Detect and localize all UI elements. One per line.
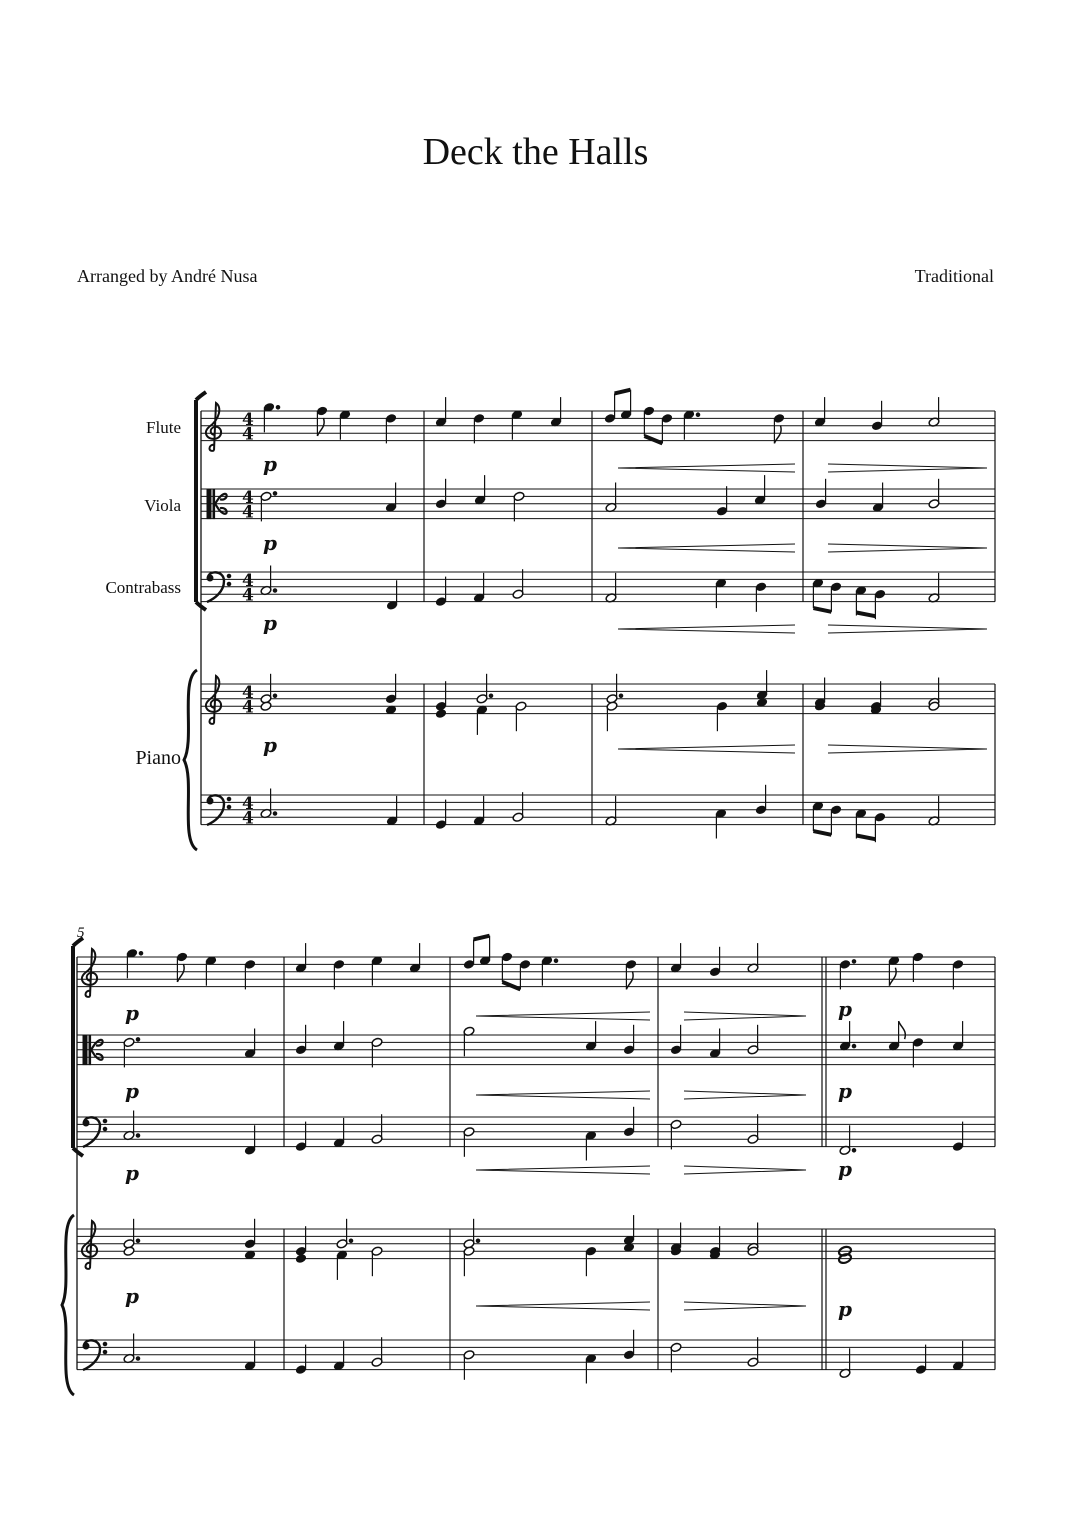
diminuendo-hairpin	[828, 464, 987, 472]
note	[123, 1246, 135, 1256]
note	[670, 1119, 682, 1149]
note	[756, 670, 768, 700]
beam	[856, 836, 875, 840]
note	[333, 1021, 345, 1051]
note	[385, 413, 397, 443]
diminuendo-hairpin	[684, 1302, 806, 1310]
crescendo-hairpin	[618, 464, 795, 472]
crescendo-hairpin	[618, 625, 795, 633]
note	[295, 1253, 307, 1263]
note	[747, 1337, 759, 1367]
note	[463, 1026, 475, 1056]
note	[123, 1334, 140, 1364]
beam	[615, 390, 631, 394]
note	[585, 1130, 597, 1160]
note	[747, 1025, 759, 1055]
note	[511, 409, 523, 439]
treble-clef-icon	[206, 403, 221, 451]
note	[474, 475, 486, 505]
note	[606, 701, 618, 731]
note	[839, 1348, 851, 1378]
ensemble-bracket	[73, 938, 83, 1156]
note	[316, 406, 328, 436]
note	[928, 573, 940, 603]
note	[625, 959, 637, 989]
note	[623, 1215, 635, 1245]
crescendo-hairpin	[476, 1012, 650, 1020]
beam	[474, 936, 490, 940]
note	[928, 479, 940, 509]
dot	[136, 1239, 140, 1243]
treble-clef-icon	[206, 676, 221, 724]
dot	[349, 1239, 353, 1243]
time-signature	[242, 488, 254, 523]
note	[123, 1111, 140, 1141]
note	[501, 952, 513, 982]
note	[839, 1125, 856, 1155]
note	[333, 959, 345, 989]
note	[244, 959, 256, 989]
note	[874, 589, 886, 619]
crescendo-hairpin	[618, 745, 795, 753]
time-signature-bottom: 4	[242, 585, 254, 606]
note	[915, 1345, 927, 1375]
note	[205, 955, 217, 985]
note	[519, 959, 531, 989]
instrument-label-piano: Piano	[135, 747, 181, 769]
time-signature-bottom: 4	[242, 697, 254, 718]
dot	[273, 812, 277, 816]
note	[872, 483, 884, 513]
note	[754, 475, 766, 505]
dynamic-piano: p	[125, 1001, 139, 1025]
note	[476, 705, 488, 735]
note	[295, 1025, 307, 1055]
note	[295, 1226, 307, 1256]
note	[244, 1029, 256, 1059]
time-signature-top: 4	[242, 487, 254, 508]
note	[623, 1107, 635, 1137]
note	[371, 1037, 383, 1067]
note	[773, 413, 785, 443]
note	[952, 959, 964, 989]
time-signature-bottom: 4	[242, 502, 254, 523]
time-signature	[242, 683, 254, 718]
note	[830, 805, 842, 835]
dot	[136, 1038, 140, 1042]
note	[463, 1219, 480, 1249]
note	[755, 582, 767, 612]
note	[463, 1350, 475, 1380]
dynamic-piano: p	[125, 1079, 139, 1103]
diminuendo-hairpin	[684, 1012, 806, 1020]
time-signature	[242, 794, 254, 829]
note	[263, 402, 280, 432]
note	[479, 936, 491, 966]
dynamic-piano: p	[263, 452, 277, 476]
piano-brace	[62, 1215, 74, 1395]
note	[336, 1219, 353, 1249]
note	[888, 955, 900, 985]
time-signature-bottom: 4	[242, 808, 254, 829]
note	[606, 674, 623, 704]
note	[295, 943, 307, 973]
note	[476, 674, 493, 704]
dot	[852, 1044, 856, 1048]
note	[333, 1341, 345, 1371]
dynamic-piano: p	[125, 1284, 139, 1308]
beam	[502, 982, 520, 989]
dot	[696, 413, 700, 417]
note	[512, 792, 524, 822]
note	[409, 943, 421, 973]
note	[912, 1037, 924, 1067]
note	[709, 1029, 721, 1059]
note	[295, 1122, 307, 1152]
note	[871, 401, 883, 431]
note	[260, 566, 277, 596]
dot	[273, 589, 277, 593]
note	[839, 1021, 856, 1051]
dynamic-piano: p	[838, 997, 852, 1021]
crescendo-hairpin	[476, 1302, 650, 1310]
dot	[489, 694, 493, 698]
diminuendo-hairpin	[828, 745, 987, 753]
note	[670, 1025, 682, 1055]
measure-number: 5	[77, 925, 85, 941]
note	[371, 1114, 383, 1144]
note	[670, 943, 682, 973]
note	[623, 1025, 635, 1055]
note	[435, 479, 447, 509]
dot	[136, 1357, 140, 1361]
note	[550, 397, 562, 427]
time-signature-bottom: 4	[242, 424, 254, 445]
note	[716, 701, 728, 731]
dynamic-piano: p	[838, 1157, 852, 1181]
instrument-label-flute: Flute	[146, 418, 181, 437]
time-signature	[242, 410, 254, 445]
time-signature	[242, 571, 254, 606]
dot	[276, 406, 280, 410]
note	[435, 800, 447, 830]
note	[473, 573, 485, 603]
crescendo-hairpin	[476, 1166, 650, 1174]
time-signature-top: 4	[242, 409, 254, 430]
note	[605, 483, 617, 513]
note	[244, 1219, 256, 1249]
staff-sys1-1	[201, 489, 995, 519]
note	[815, 479, 827, 509]
note	[874, 812, 886, 842]
staff-sys2-4	[77, 1340, 995, 1370]
note	[339, 409, 351, 439]
note	[585, 1021, 597, 1051]
note	[126, 948, 143, 978]
staff-sys2-2	[77, 1117, 995, 1147]
note	[585, 1353, 597, 1383]
staff-sys2-1	[77, 1035, 995, 1065]
note	[928, 397, 940, 427]
instrument-label-contrabass: Contrabass	[105, 578, 181, 597]
note	[670, 1342, 682, 1372]
note	[755, 785, 767, 815]
dynamic-piano: p	[263, 611, 277, 635]
dot	[619, 694, 623, 698]
note	[830, 582, 842, 612]
note	[952, 1122, 964, 1152]
note	[814, 397, 826, 427]
note	[371, 1246, 383, 1276]
note	[386, 796, 398, 826]
note	[176, 952, 188, 982]
note	[123, 1037, 140, 1067]
time-signature-top: 4	[242, 793, 254, 814]
score-title: Deck the Halls	[422, 131, 649, 173]
dot	[139, 952, 143, 956]
composer-credit: Traditional	[914, 266, 994, 286]
dot	[852, 960, 856, 964]
beam	[813, 608, 831, 612]
crescendo-hairpin	[618, 544, 795, 552]
diminuendo-hairpin	[684, 1166, 806, 1174]
note	[333, 1118, 345, 1148]
note	[643, 406, 655, 436]
note	[747, 943, 759, 973]
note	[260, 701, 272, 711]
treble-clef-icon	[82, 949, 97, 997]
note	[244, 1341, 256, 1371]
note	[812, 578, 824, 608]
note	[371, 1337, 383, 1367]
note	[912, 952, 924, 982]
note	[463, 1246, 475, 1276]
note	[715, 578, 727, 608]
note	[515, 701, 527, 731]
note	[512, 569, 524, 599]
note	[295, 1345, 307, 1375]
note	[604, 393, 616, 423]
note	[385, 674, 397, 704]
dot	[136, 1134, 140, 1138]
note	[541, 955, 558, 985]
dynamic-piano: p	[838, 1079, 852, 1103]
dot	[554, 959, 558, 963]
note	[683, 409, 700, 439]
note	[435, 397, 447, 427]
note	[623, 1330, 635, 1360]
note	[605, 796, 617, 826]
note	[435, 577, 447, 607]
dynamic-piano: p	[838, 1297, 852, 1321]
note	[260, 674, 277, 704]
note	[513, 491, 525, 521]
arranger-credit: Arranged by André Nusa	[77, 266, 258, 286]
dot	[476, 1239, 480, 1243]
dynamic-piano: p	[263, 531, 277, 555]
diminuendo-hairpin	[684, 1091, 806, 1099]
note	[952, 1021, 964, 1051]
note	[888, 1021, 905, 1051]
note	[260, 789, 277, 819]
piano-brace	[184, 670, 197, 850]
note	[463, 939, 475, 969]
note	[463, 1127, 475, 1157]
note	[928, 796, 940, 826]
diminuendo-hairpin	[828, 625, 987, 633]
diminuendo-hairpin	[828, 544, 987, 552]
time-signature-top: 4	[242, 682, 254, 703]
dot	[273, 694, 277, 698]
note	[709, 947, 721, 977]
note	[473, 413, 485, 443]
beam	[644, 436, 662, 443]
note	[812, 801, 824, 831]
crescendo-hairpin	[476, 1091, 650, 1099]
note	[123, 1219, 140, 1249]
note	[747, 1114, 759, 1144]
dynamic-piano: p	[125, 1161, 139, 1185]
note	[244, 1125, 256, 1155]
note	[336, 1250, 348, 1280]
staff-sys2-3	[77, 1229, 995, 1259]
dot	[273, 492, 277, 496]
time-signature-top: 4	[242, 570, 254, 591]
note	[716, 486, 728, 516]
treble-clef-icon	[82, 1221, 97, 1269]
note	[260, 491, 277, 521]
instrument-label-viola: Viola	[144, 496, 181, 515]
note	[385, 483, 397, 513]
note	[605, 573, 617, 603]
note	[952, 1341, 964, 1371]
note	[435, 681, 447, 711]
note	[661, 413, 673, 443]
dynamic-piano: p	[263, 733, 277, 757]
beam	[856, 613, 875, 617]
dot	[852, 1149, 856, 1153]
note	[386, 580, 398, 610]
note	[473, 796, 485, 826]
note	[371, 955, 383, 985]
note	[435, 708, 447, 718]
note	[715, 808, 727, 838]
note	[620, 390, 632, 420]
beam	[813, 831, 831, 835]
note	[839, 959, 856, 989]
note	[585, 1246, 597, 1276]
